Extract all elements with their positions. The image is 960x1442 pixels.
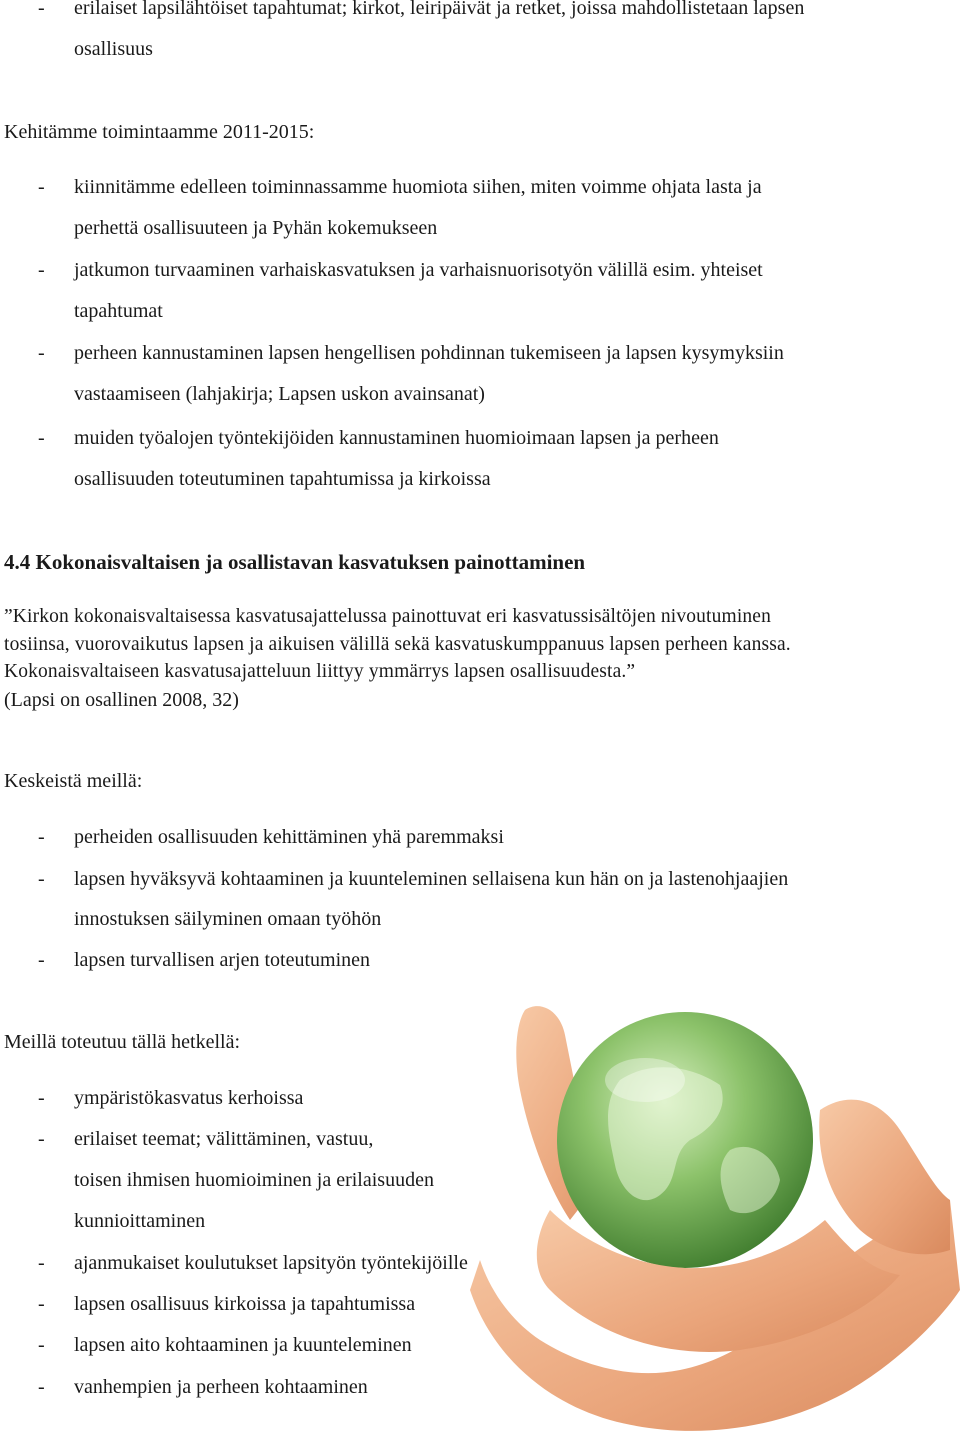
development-item-line: perheen kannustaminen lapsen hengellisen pohdinnan tukemiseen ja lapsen kysymyksiin — [74, 342, 784, 364]
current-item-line: kunnioittaminen — [74, 1210, 206, 1232]
key-heading: Keskeistä meillä: — [4, 770, 143, 792]
development-item-line: kiinnitämme edelleen toiminnassamme huomiota siihen, miten voimme ohjata lasta ja — [74, 176, 762, 198]
current-item-line: ympäristökasvatus kerhoissa — [74, 1087, 304, 1109]
hands-globe-image — [430, 990, 960, 1442]
section-title: 4.4 Kokonaisvaltaisen ja osallistavan kasvatuksen painottaminen — [4, 550, 586, 574]
list-dash: - — [38, 949, 45, 971]
list-dash: - — [38, 1376, 45, 1398]
key-item-line: lapsen hyväksyvä kohtaaminen ja kuunteleminen sellaisena kun hän on ja lastenohjaajien — [74, 868, 789, 890]
current-item-line: vanhempien ja perheen kohtaaminen — [74, 1376, 368, 1398]
list-dash: - — [38, 259, 45, 281]
development-item-line: vastaamiseen (lahjakirja; Lapsen uskon avainsanat) — [74, 383, 485, 405]
key-item-line: lapsen turvallisen arjen toteutuminen — [74, 949, 371, 971]
quote-line: Kokonaisvaltaiseen kasvatusajatteluun liittyy ymmärrys lapsen osallisuudesta.” — [4, 661, 636, 682]
key-item-line: perheiden osallisuuden kehittäminen yhä paremmaksi — [74, 826, 504, 848]
citation: (Lapsi on osallinen 2008, 32) — [4, 689, 239, 711]
intro-item-line: osallisuus — [74, 38, 153, 60]
list-dash: - — [38, 0, 45, 19]
quote-line: ”Kirkon kokonaisvaltaisessa kasvatusajattelussa painottuvat eri kasvatussisältöjen nivoutuminen — [4, 606, 772, 627]
list-dash: - — [38, 427, 45, 449]
list-dash: - — [38, 1087, 45, 1109]
current-item-line: lapsen aito kohtaaminen ja kuunteleminen — [74, 1334, 412, 1356]
current-item-line: ajanmukaiset koulutukset lapsityön työntekijöille — [74, 1252, 468, 1274]
list-dash: - — [38, 1128, 45, 1150]
key-item-line: innostuksen säilyminen omaan työhön — [74, 908, 382, 930]
development-item-line: osallisuuden toteutuminen tapahtumissa ja kirkoissa — [74, 468, 491, 490]
development-item-line: muiden työalojen työntekijöiden kannustaminen huomioimaan lapsen ja perheen — [74, 427, 719, 449]
hands-globe-icon — [430, 990, 960, 1442]
current-item-line: toisen ihmisen huomioiminen ja erilaisuuden — [74, 1169, 434, 1191]
list-dash: - — [38, 342, 45, 364]
intro-item-line: erilaiset lapsilähtöiset tapahtumat; kirkot, leiripäivät ja retket, joissa mahdollistetaan lapsen — [74, 0, 805, 19]
current-item-line: erilaiset teemat; välittäminen, vastuu, — [74, 1128, 374, 1150]
list-dash: - — [38, 176, 45, 198]
current-heading: Meillä toteutuu tällä hetkellä: — [4, 1031, 241, 1053]
list-dash: - — [38, 1252, 45, 1274]
development-item-line: tapahtumat — [74, 300, 163, 322]
list-dash: - — [38, 1334, 45, 1356]
list-dash: - — [38, 826, 45, 848]
list-dash: - — [38, 868, 45, 890]
development-heading: Kehitämme toimintaamme 2011-2015: — [4, 121, 315, 143]
right-fingers — [819, 1100, 950, 1255]
quote-line: tosiinsa, vuorovaikutus lapsen ja aikuisen välillä sekä kasvatuskumppanuus lapsen perheen kanssa. — [4, 634, 791, 655]
development-item-line: perhettä osallisuuteen ja Pyhän kokemukseen — [74, 217, 438, 239]
list-dash: - — [38, 1293, 45, 1315]
development-item-line: jatkumon turvaaminen varhaiskasvatuksen ja varhaisnuorisotyön välillä esim. yhteiset — [74, 259, 763, 281]
current-item-line: lapsen osallisuus kirkoissa ja tapahtumissa — [74, 1293, 416, 1315]
